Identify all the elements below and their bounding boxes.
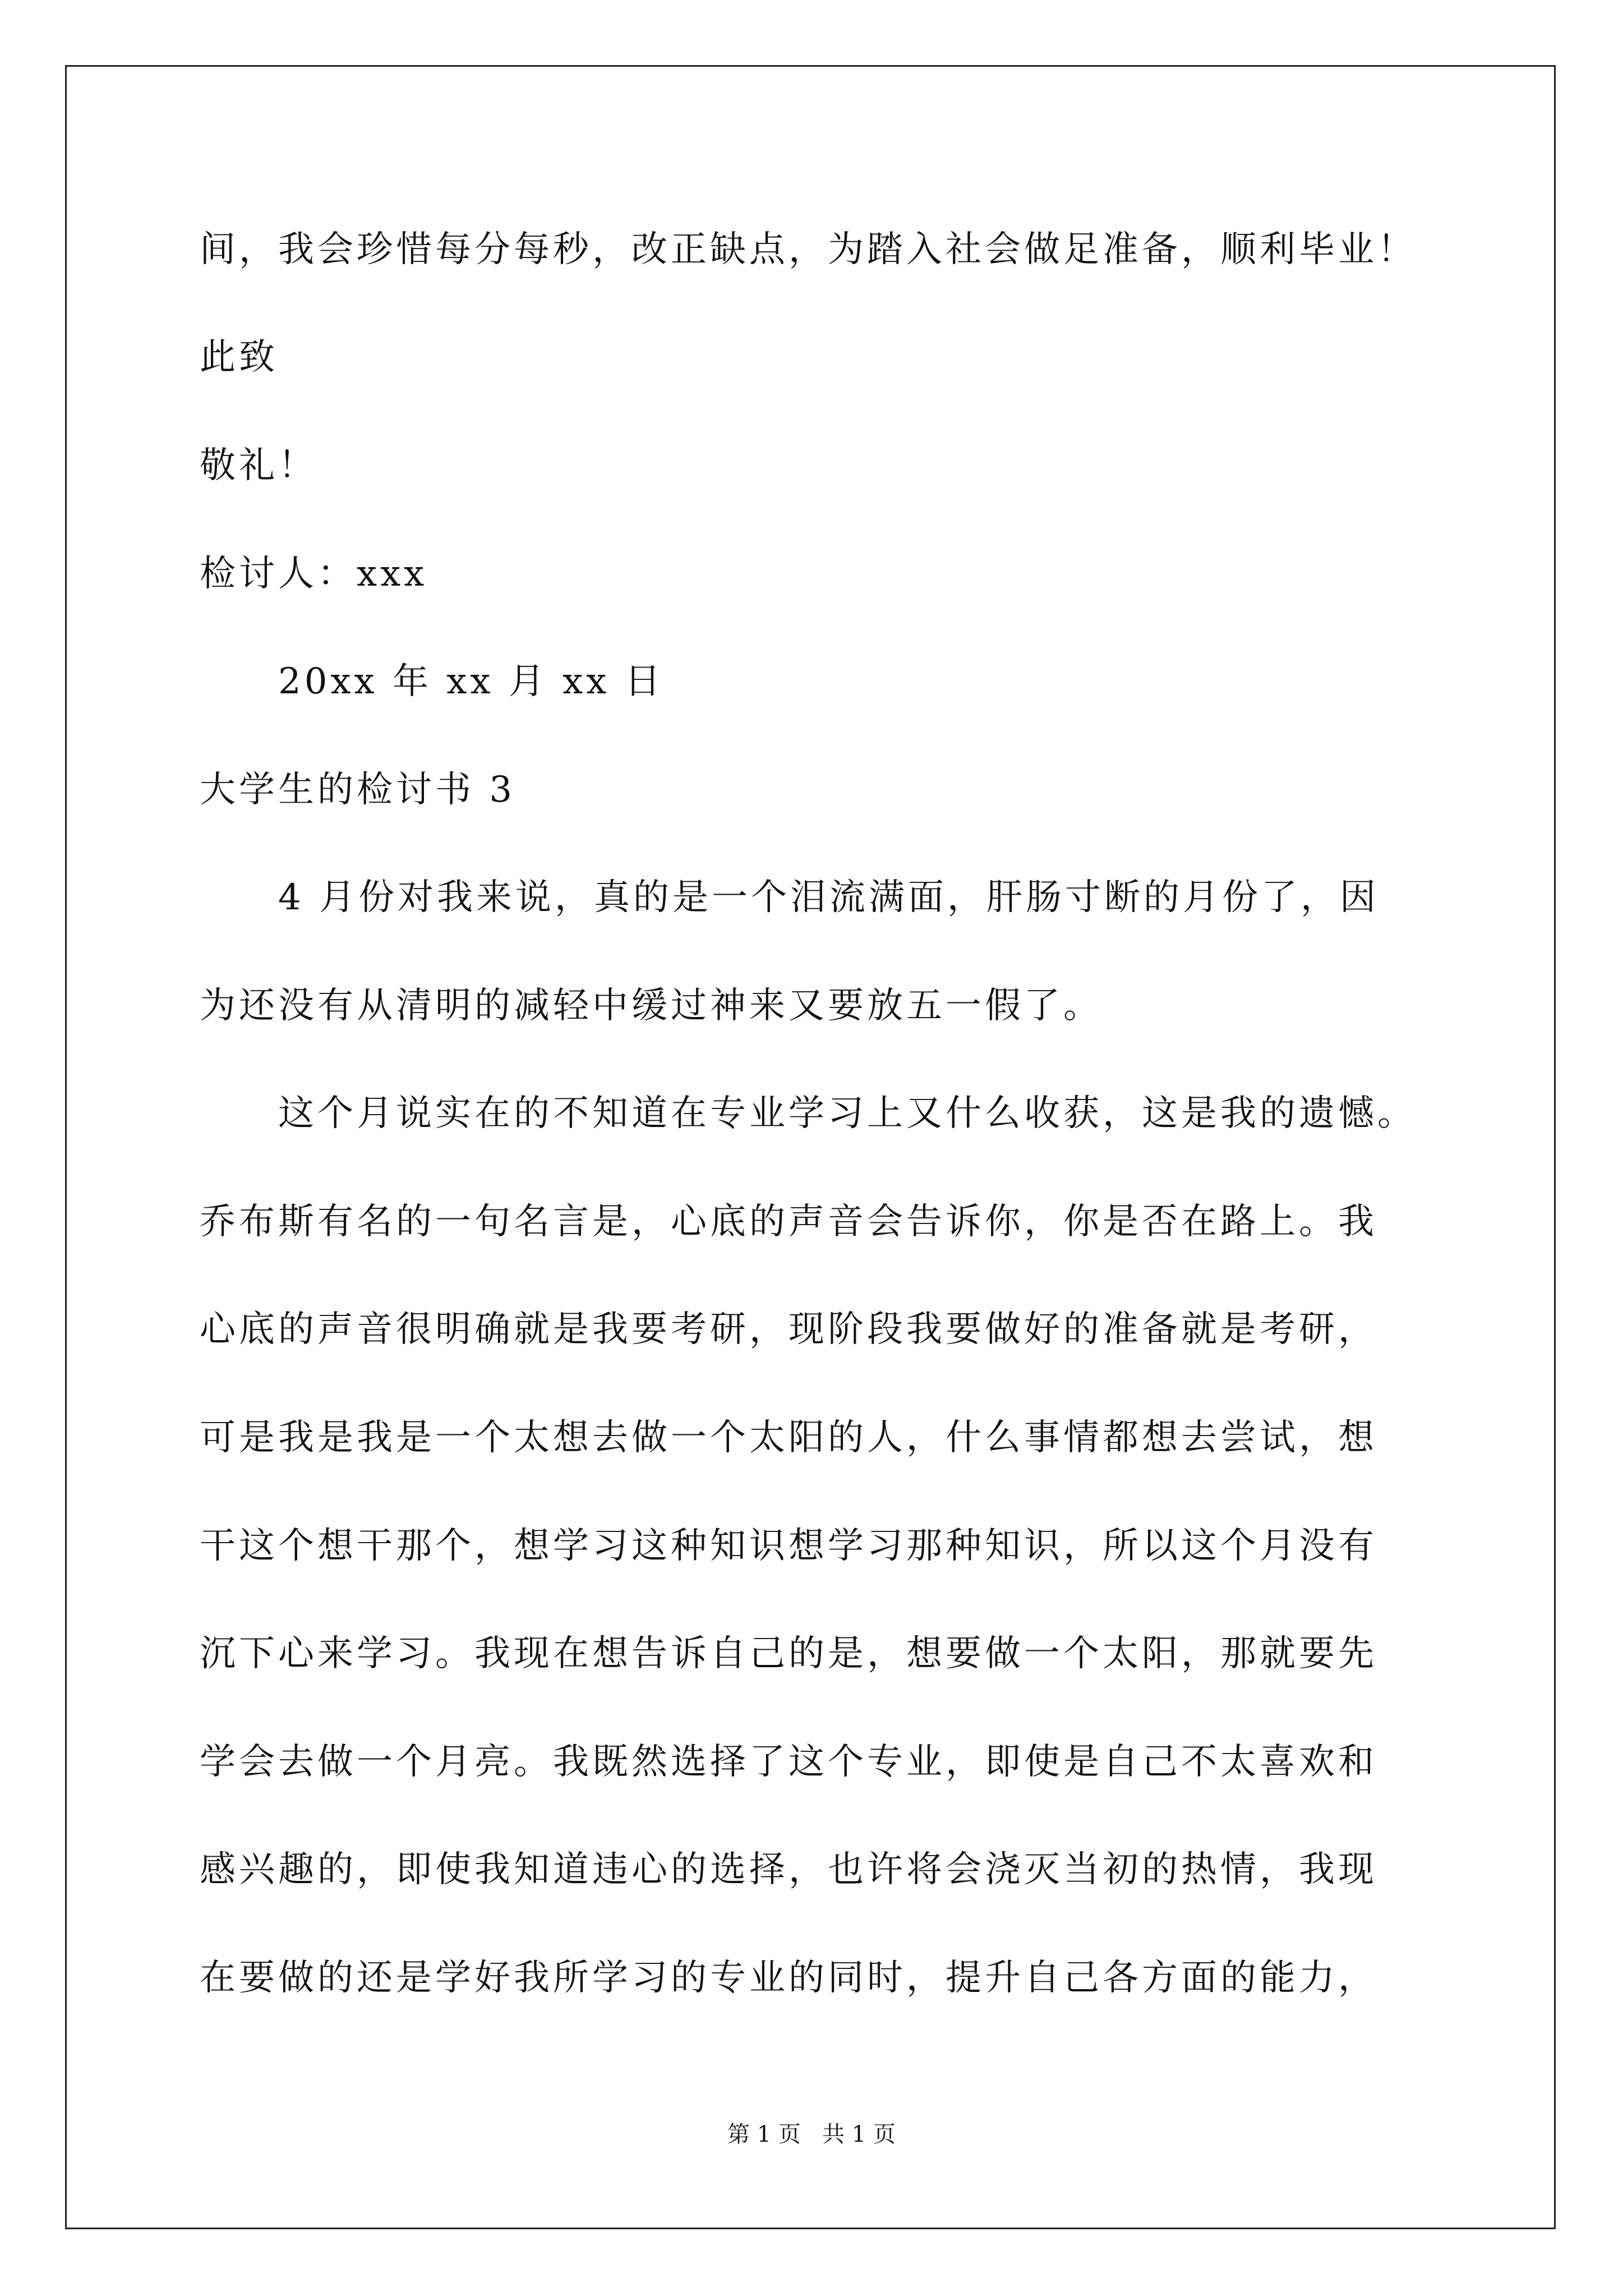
paragraph-line: 为还没有从清明的减轻中缓过神来又要放五一假了。: [200, 985, 1103, 1027]
signature-line: 检讨人：xxx: [200, 553, 428, 595]
paragraph-line: 4 月份对我来说，真的是一个泪流满面，肝肠寸断的月份了，因: [278, 877, 1380, 918]
paragraph-line: 这个月说实在的不知道在专业学习上又什么收获，这是我的遗憾。: [278, 1093, 1417, 1134]
paragraph-line: 乔布斯有名的一句名言是，心底的声音会告诉你，你是否在路上。我: [200, 1201, 1377, 1243]
salutation-jingli: 敬礼！: [200, 445, 317, 486]
paragraph-line: 干这个想干那个，想学习这种知识想学习那种知识，所以这个月没有: [200, 1525, 1377, 1567]
page-border: [65, 65, 1556, 2229]
paragraph-line: 可是我是我是一个太想去做一个太阳的人，什么事情都想去尝试，想: [200, 1417, 1377, 1458]
paragraph-line: 心底的声音很明确就是我要考研，现阶段我要做好的准备就是考研，: [200, 1309, 1377, 1350]
section-title: 大学生的检讨书 3: [200, 769, 516, 811]
date-line: 20xx 年 xx 月 xx 日: [278, 661, 664, 702]
page-number-footer: 第 1 页 共 1 页: [727, 2122, 896, 2147]
paragraph-line: 学会去做一个月亮。我既然选择了这个专业，即使是自己不太喜欢和: [200, 1741, 1377, 1783]
paragraph-line: 沉下心来学习。我现在想告诉自己的是，想要做一个太阳，那就要先: [200, 1633, 1377, 1674]
paragraph-line: 感兴趣的，即使我知道违心的选择，也许将会浇灭当初的热情，我现: [200, 1849, 1377, 1890]
paragraph-line: 在要做的还是学好我所学习的专业的同时，提升自己各方面的能力，: [200, 1957, 1377, 1999]
body-line-closing: 间，我会珍惜每分每秒，改正缺点，为踏入社会做足准备，顺利毕业！: [200, 229, 1417, 270]
salutation-cizhi: 此致: [200, 337, 278, 378]
